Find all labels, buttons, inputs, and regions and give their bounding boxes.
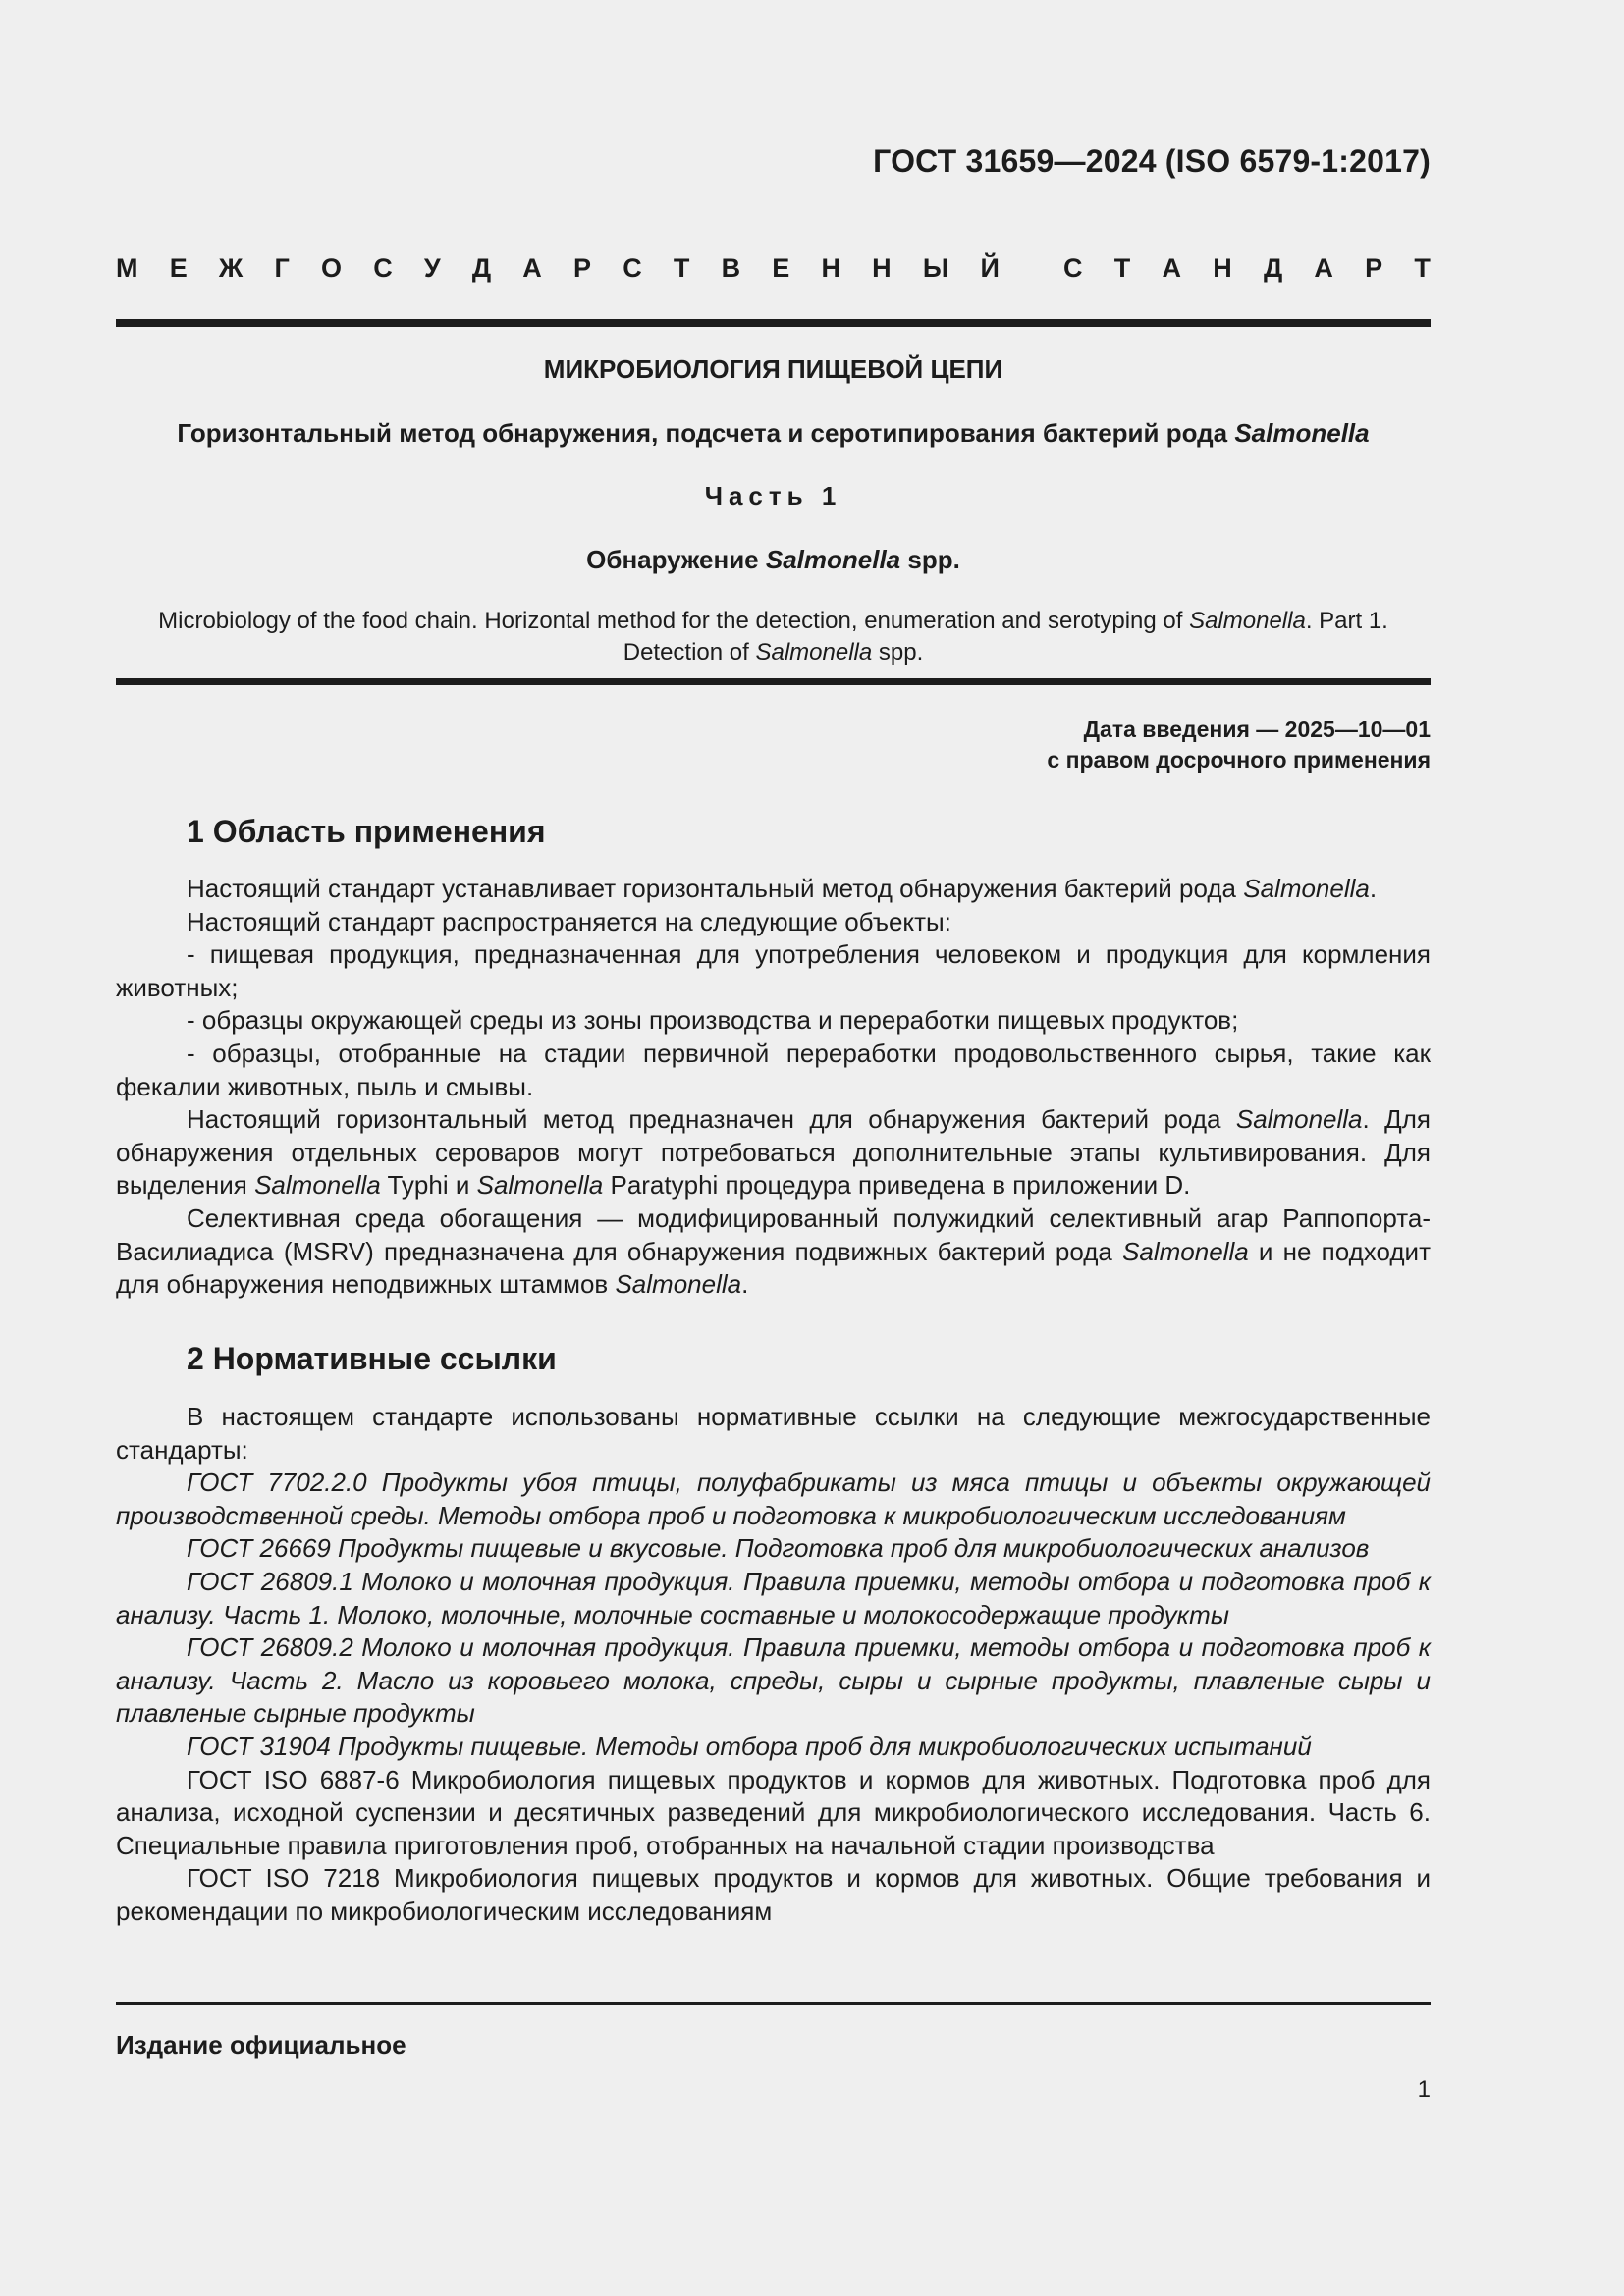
page-number: 1	[1417, 2076, 1431, 2103]
paragraph: Селективная среда обогащения — модифицированный полужидкий селективный агар Раппопорта-Василиадиса (MSRV) предназначена для обнаружения подвижных бактерий рода Salmonella и не подходит для обнаружения неподвижных штаммов Salmonella.	[116, 1202, 1431, 1300]
reference-item: ГОСТ 26809.2 Молоко и молочная продукция. Правила приемки, методы отбора и подготовка проб к анализу. Часть 2. Масло из коровьего молока, спреды, сыры и сырные продукты, плавленые сыры и плавленые сырные продукты	[116, 1632, 1431, 1729]
reference-item: ГОСТ ISO 7218 Микробиология пищевых продуктов и кормов для животных. Общие требования и рекомендации по микробиологическим исследованиям	[116, 1863, 1431, 1926]
reference-item: ГОСТ ISO 6887-6 Микробиология пищевых продуктов и кормов для животных. Подготовка проб для анализа, исходной суспензии и десятичных разведений для микробиологического исследования. Часть 6. Специальные правила приготовления проб, отобранных на начальной стадии производства	[116, 1764, 1431, 1860]
section-1-body	[116, 873, 1431, 1302]
document-number: ГОСТ 31659—2024 (ISO 6579-1:2017)	[873, 143, 1431, 179]
reference-item: ГОСТ 26809.1 Молоко и молочная продукция. Правила приемки, методы отбора и подготовка проб к анализу. Часть 1. Молоко, молочные, молочные составные и молокосодержащие продукты	[116, 1566, 1431, 1629]
part-title: Обнаружение Salmonella spp.	[586, 545, 960, 574]
reference-item: ГОСТ 31904 Продукты пищевые. Методы отбора проб для микробиологических испытаний	[187, 1731, 1312, 1761]
top-divider	[116, 319, 1431, 327]
paragraph: Настоящий стандарт распространяется на следующие объекты:	[187, 906, 951, 936]
standard-kind-word-2: С Т А Н Д А Р Т	[1063, 253, 1431, 283]
list-item: - образцы, отобранные на стадии первичной переработки продовольственного сырья, такие как фекалии животных, пыль и смывы.	[116, 1038, 1431, 1101]
document-title: МИКРОБИОЛОГИЯ ПИЩЕВОЙ ЦЕПИ	[543, 354, 1003, 384]
paragraph: Настоящий горизонтальный метод предназначен для обнаружения бактерий рода Salmonella. Для обнаружения отдельных сероваров могут потребоваться дополнительные этапы культивирования. Для выделения Salmonella Typhi и Salmonella Paratyphi процедура приведена в приложении D.	[116, 1104, 1432, 1201]
introduction-date: Дата введения — 2025—10—01 с правом досрочного применения	[1047, 717, 1431, 773]
paragraph: В настоящем стандарте использованы нормативные ссылки на следующие межгосударственные стандарты:	[116, 1402, 1431, 1465]
paragraph: Настоящий стандарт устанавливает горизонтальный метод обнаружения бактерий рода Salmonella.	[187, 874, 1378, 903]
standard-kind-word-1: М Е Ж Г О С У Д А Р С Т В Е Н Н Ы Й	[116, 253, 1000, 283]
section-2-heading: 2 Нормативные ссылки	[187, 1341, 557, 1376]
reference-item: ГОСТ 7702.2.0 Продукты убоя птицы, полуфабрикаты из мяса птицы и объекты окружающей производственной среды. Методы отбора проб и подготовка к микробиологическим исследованиям	[116, 1468, 1431, 1530]
section-1-heading: 1 Область применения	[187, 814, 546, 849]
list-item: - пищевая продукция, предназначенная для употребления человеком и продукция для кормления животных;	[116, 939, 1431, 1002]
standard-kind-label	[116, 253, 1431, 284]
footer-divider	[116, 2002, 1431, 2005]
reference-item: ГОСТ 26669 Продукты пищевые и вкусовые. Подготовка проб для микробиологических анализов	[187, 1533, 1370, 1564]
section-2-body	[116, 1401, 1431, 1929]
official-edition-label: Издание официальное	[116, 2030, 406, 2059]
list-item: - образцы окружающей среды из зоны производства и переработки пищевых продуктов;	[187, 1005, 1239, 1036]
title-divider	[116, 678, 1431, 685]
part-label: Часть 1	[704, 481, 842, 510]
english-title: Microbiology of the food chain. Horizontal method for the detection, enumeration and serotyping of Salmonella. Part 1. Detection of Salmonella spp.	[158, 608, 1388, 666]
document-subtitle: Горизонтальный метод обнаружения, подсчета и серотипирования бактерий рода Salmonella	[177, 418, 1370, 448]
